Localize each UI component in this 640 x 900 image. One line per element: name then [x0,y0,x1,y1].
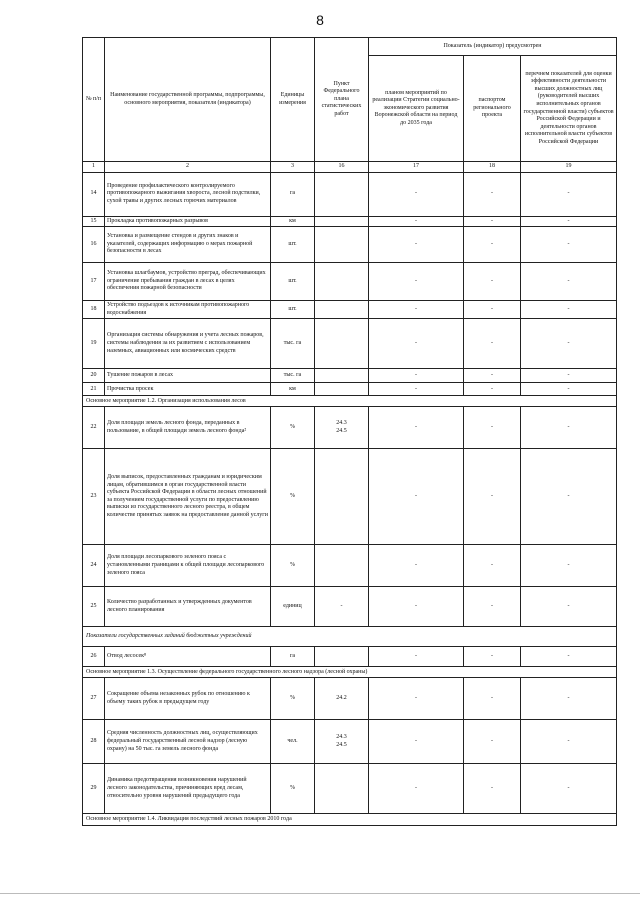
indicator-name: Доля площади лесопаркового зеленого пояса с установленными границами к общей площади лесопаркового зеленого пояса [105,545,271,587]
efficiency-cell: - [521,227,617,263]
regional-project-cell: - [464,172,521,216]
row-number: 17 [83,263,105,301]
unit-cell: км [271,383,315,396]
fed-plan-cell: 24.2 [315,678,369,720]
header-name: Наименование государственной программы, подпрограммы, основного мероприятия, показателя (индикатора) [105,38,271,162]
row-number: 18 [83,301,105,319]
regional-project-cell: - [464,216,521,227]
column-number: 16 [315,162,369,173]
unit-cell: единиц [271,587,315,627]
fed-plan-cell [315,369,369,383]
regional-project-cell: - [464,647,521,667]
row-number: 14 [83,172,105,216]
indicator-name: Отвод лесосек⁸ [105,647,271,667]
column-number: 3 [271,162,315,173]
header-unit: Единицы измерения [271,38,315,162]
efficiency-cell: - [521,301,617,319]
strategy-cell: - [369,678,464,720]
section-row [83,396,617,407]
regional-project-cell: - [464,369,521,383]
indicator-name: Доля площади земель лесного фонда, переданных в пользование, в общей площади земель лесного фонда² [105,407,271,449]
column-number: 18 [464,162,521,173]
row-number: 24 [83,545,105,587]
indicator-name: Установка шлагбаумов, устройство преград, обеспечивающих ограничение пребывания граждан в лесах в целях обеспечения пожарной безопасности [105,263,271,301]
indicator-name: Прокладка противопожарных разрывов [105,216,271,227]
regional-project-cell: - [464,720,521,764]
row-number: 25 [83,587,105,627]
efficiency-cell: - [521,449,617,545]
table-row [83,227,617,263]
table-row [83,216,617,227]
row-number: 19 [83,319,105,369]
section-title: Показатели государственных заданий бюджетных учреждений [83,627,617,647]
fed-plan-cell [315,383,369,396]
strategy-cell: - [369,301,464,319]
table-row [83,764,617,814]
indicator-name: Организация системы обнаружения и учета лесных пожаров, системы наблюдения за их развитием с использованием наземных, авиационных или космических средств [105,319,271,369]
table-row [83,407,617,449]
page-number: 8 [316,12,324,28]
efficiency-cell: - [521,647,617,667]
fed-plan-cell [315,647,369,667]
table-row [83,587,617,627]
efficiency-cell: - [521,216,617,227]
regional-project-cell: - [464,301,521,319]
regional-project-cell: - [464,383,521,396]
unit-cell: тыс. га [271,319,315,369]
strategy-cell: - [369,449,464,545]
page-bottom-rule [0,893,640,894]
strategy-cell: - [369,227,464,263]
unit-cell: % [271,764,315,814]
regional-project-cell: - [464,227,521,263]
table-row [83,383,617,396]
table-row [83,449,617,545]
fed-plan-cell [315,263,369,301]
efficiency-cell: - [521,678,617,720]
efficiency-cell: - [521,263,617,301]
fed-plan-cell [315,545,369,587]
efficiency-cell: - [521,319,617,369]
fed-plan-cell: - [315,587,369,627]
table-row [83,720,617,764]
strategy-cell: - [369,216,464,227]
unit-cell: % [271,449,315,545]
indicator-name: Динамика предотвращения возникновения нарушений лесного законодательства, причиняющих вред лесам, относительно уровня нарушений предыдущего года [105,764,271,814]
table-row [83,545,617,587]
unit-cell: шт. [271,263,315,301]
efficiency-cell: - [521,172,617,216]
unit-cell: чел. [271,720,315,764]
row-number: 23 [83,449,105,545]
row-number: 26 [83,647,105,667]
efficiency-cell: - [521,720,617,764]
strategy-cell: - [369,720,464,764]
regional-project-cell: - [464,545,521,587]
header-num: № п/п [83,38,105,162]
column-number: 1 [83,162,105,173]
indicator-name: Прочистка просек [105,383,271,396]
fed-plan-cell: 24.3 24.5 [315,720,369,764]
header-fed-plan: Пункт Федерального плана статистических работ [315,38,369,162]
strategy-cell: - [369,383,464,396]
section-row [83,627,617,647]
row-number: 29 [83,764,105,814]
regional-project-cell: - [464,587,521,627]
regional-project-cell: - [464,319,521,369]
table-row [83,263,617,301]
row-number: 20 [83,369,105,383]
strategy-cell: - [369,263,464,301]
indicator-name: Установка и размещение стендов и других знаков и указателей, содержащих информацию о мерах пожарной безопасности в лесах [105,227,271,263]
fed-plan-cell [315,301,369,319]
section-title: Основное мероприятие 1.3. Осуществление федерального государственного лесного надзора (лесной охраны) [83,667,617,678]
table-row [83,319,617,369]
fed-plan-cell [315,172,369,216]
row-number: 28 [83,720,105,764]
regional-project-cell: - [464,678,521,720]
header-col18: паспортом регионального проекта [464,56,521,162]
unit-cell: % [271,545,315,587]
section-row [83,814,617,826]
efficiency-cell: - [521,587,617,627]
indicator-name: Средняя численность должностных лиц, осуществляющих федеральный государственный лесной надзор (лесную охрану) на 50 тыс. га земель лесного фонда [105,720,271,764]
header-col19: перечнем показателей для оценки эффективности деятельности высших должностных лиц (руководителей высших исполнительных органов государственной власти) субъектов Российской Федерации и деятельности органов исполнительной власти субъектов Российской Федерации [521,56,617,162]
fed-plan-cell: 24.3 24.5 [315,407,369,449]
unit-cell: шт. [271,301,315,319]
header-col17: планом мероприятий по реализации Стратегии социально-экономического развития Воронежской области на период до 2035 года [369,56,464,162]
section-title: Основное мероприятие 1.2. Организация использования лесов [83,396,617,407]
unit-cell: га [271,647,315,667]
section-title: Основное мероприятие 1.4. Ликвидация последствий лесных пожаров 2010 года [83,814,617,826]
regional-project-cell: - [464,407,521,449]
strategy-cell: - [369,172,464,216]
regional-project-cell: - [464,764,521,814]
indicator-name: Сокращение объема незаконных рубок по отношению к объему таких рубок в предыдущем году [105,678,271,720]
column-number: 2 [105,162,271,173]
column-number: 17 [369,162,464,173]
header-indicator-group: Показатель (индикатор) предусмотрен [369,38,617,56]
table-row [83,301,617,319]
indicator-name: Количество разработанных и утвержденных документов лесного планирования [105,587,271,627]
efficiency-cell: - [521,545,617,587]
efficiency-cell: - [521,764,617,814]
row-number: 21 [83,383,105,396]
strategy-cell: - [369,407,464,449]
regional-project-cell: - [464,449,521,545]
efficiency-cell: - [521,383,617,396]
strategy-cell: - [369,369,464,383]
row-number: 15 [83,216,105,227]
indicator-name: Доля выписок, предоставленных гражданам и юридическим лицам, обратившимся в орган государственной власти субъекта Российской Федерации в области лесных отношений за получением государственной услуги по предоставлению выписки из государственного лесного реестра, в общем количестве принятых заявок на предоставление данной услуги [105,449,271,545]
fed-plan-cell [315,216,369,227]
unit-cell: % [271,678,315,720]
unit-cell: шт. [271,227,315,263]
table-row [83,369,617,383]
fed-plan-cell [315,319,369,369]
strategy-cell: - [369,545,464,587]
strategy-cell: - [369,587,464,627]
indicator-name: Устройство подъездов к источникам противопожарного водоснабжения [105,301,271,319]
unit-cell: га [271,172,315,216]
unit-cell: км [271,216,315,227]
column-number: 19 [521,162,617,173]
row-number: 22 [83,407,105,449]
row-number: 16 [83,227,105,263]
fed-plan-cell [315,449,369,545]
table-row [83,172,617,216]
fed-plan-cell [315,764,369,814]
table-row [83,678,617,720]
strategy-cell: - [369,647,464,667]
efficiency-cell: - [521,369,617,383]
indicator-name: Тушение пожаров в лесах [105,369,271,383]
indicators-table [82,37,617,826]
unit-cell: % [271,407,315,449]
strategy-cell: - [369,764,464,814]
row-number: 27 [83,678,105,720]
column-numbers-row [83,162,617,173]
indicator-name: Проведение профилактического контролируемого противопожарного выжигания хвороста, лесной подстилки, сухой травы и других лесных горючих материалов [105,172,271,216]
table-row [83,647,617,667]
section-row [83,667,617,678]
strategy-cell: - [369,319,464,369]
unit-cell: тыс. га [271,369,315,383]
regional-project-cell: - [464,263,521,301]
fed-plan-cell [315,227,369,263]
efficiency-cell: - [521,407,617,449]
